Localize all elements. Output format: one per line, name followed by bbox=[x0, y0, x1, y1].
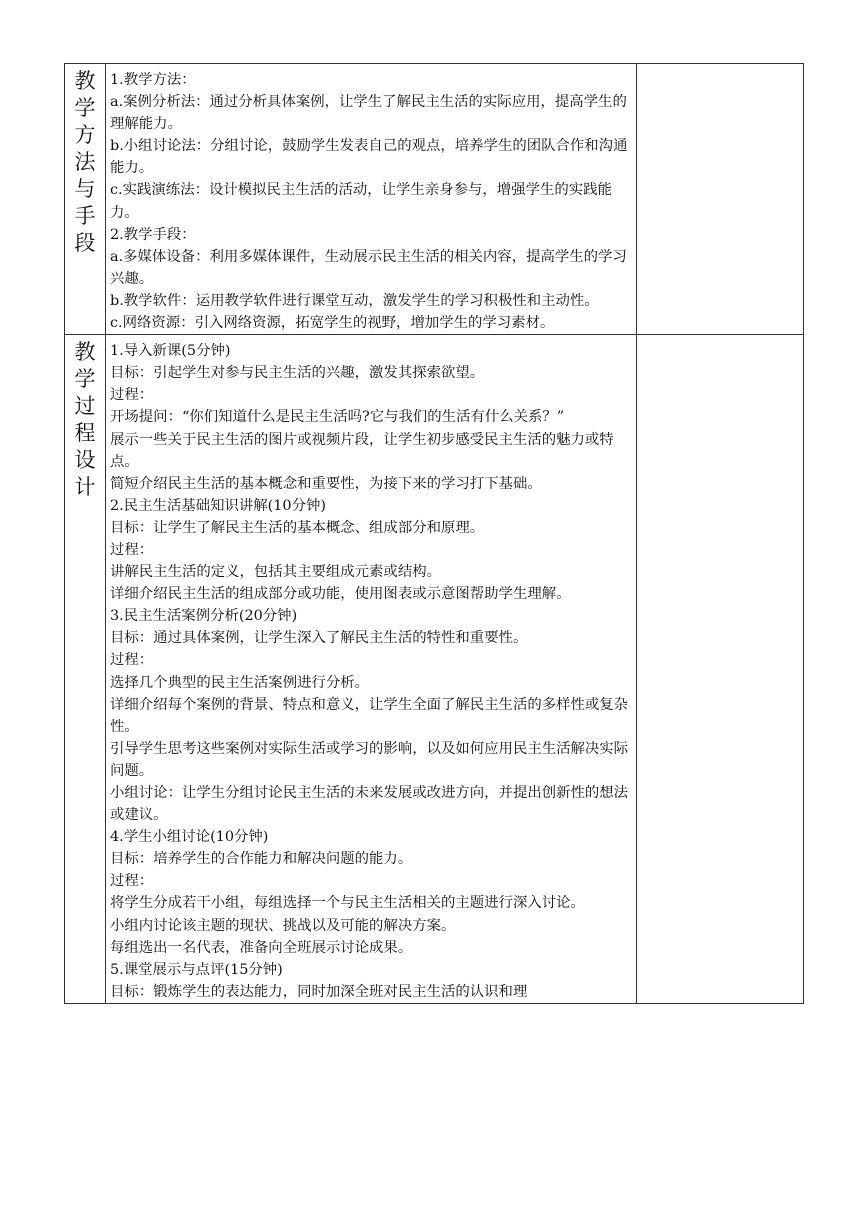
content-line: 引导学生思考这些案例对实际生活或学习的影响，以及如何应用民主生活解决实际问题。 bbox=[110, 740, 629, 779]
content-line: 过程： bbox=[110, 873, 154, 890]
row-content-cell bbox=[106, 64, 637, 335]
label-char: 教 bbox=[74, 69, 96, 93]
content-line: 2.教学手段： bbox=[110, 226, 196, 243]
empty-note-cell bbox=[637, 335, 804, 1004]
content-line: a.多媒体设备：利用多媒体课件，生动展示民主生活的相关内容，提高学生的学习兴趣。 bbox=[110, 248, 627, 287]
content-line: 4.学生小组讨论(10分钟) bbox=[110, 829, 269, 846]
table-row-methods bbox=[65, 64, 804, 335]
content-line: 展示一些关于民主生活的图片或视频片段，让学生初步感受民主生活的魅力或特点。 bbox=[110, 431, 614, 470]
content-line: 讲解民主生活的定义，包括其主要组成元素或结构。 bbox=[110, 564, 441, 581]
content-line: 1.导入新课(5分钟) bbox=[110, 343, 231, 360]
label-char: 过 bbox=[74, 394, 96, 419]
content-line: 详细介绍民主生活的组成部分或功能，使用图表或示意图帮助学生理解。 bbox=[110, 586, 571, 603]
label-char: 方 bbox=[74, 123, 96, 147]
content-line: 1.教学方法： bbox=[110, 72, 196, 88]
content-line: 详细介绍每个案例的背景、特点和意义，让学生全面了解民主生活的多样性或复杂性。 bbox=[110, 696, 629, 735]
content-line: 过程： bbox=[110, 541, 154, 558]
content-line: 过程： bbox=[110, 652, 154, 669]
lesson-plan-table bbox=[64, 63, 804, 1004]
content-line: 2.民主生活基础知识讲解(10分钟) bbox=[110, 497, 326, 514]
content-line: 将学生分成若干小组，每组选择一个与民主生活相关的主题进行深入讨论。 bbox=[110, 895, 585, 912]
content-line: 目标：引起学生对参与民主生活的兴趣，激发其探索欲望。 bbox=[110, 365, 485, 382]
row-label-cell bbox=[65, 64, 106, 335]
teaching-process-content bbox=[106, 335, 636, 1003]
row-label-cell bbox=[65, 335, 106, 1004]
content-line: 5.课堂展示与点评(15分钟) bbox=[110, 961, 283, 978]
content-line: 目标：锻炼学生的表达能力，同时加深全班对民主生活的认识和理 bbox=[110, 983, 528, 1000]
label-char: 程 bbox=[74, 421, 96, 446]
label-char: 设 bbox=[74, 448, 96, 473]
label-char: 与 bbox=[74, 177, 96, 201]
row-content-cell bbox=[106, 335, 637, 1004]
content-line: 选择几个典型的民主生活案例进行分析。 bbox=[110, 674, 370, 691]
content-line: 目标：让学生了解民主生活的基本概念、组成部分和原理。 bbox=[110, 519, 485, 536]
content-line: a.案例分析法：通过分析具体案例，让学生了解民主生活的实际应用，提高学生的理解能力。 bbox=[110, 94, 627, 133]
teaching-methods-content bbox=[106, 64, 636, 334]
table-row-process bbox=[65, 335, 804, 1004]
content-line: 小组内讨论该主题的现状、挑战以及可能的解决方案。 bbox=[110, 917, 456, 934]
content-line: b.教学软件：运用教学软件进行课堂互动，激发学生的学习积极性和主动性。 bbox=[110, 292, 599, 309]
label-char: 段 bbox=[74, 231, 96, 255]
label-char: 法 bbox=[74, 150, 96, 174]
content-line: c.网络资源：引入网络资源，拓宽学生的视野，增加学生的学习素材。 bbox=[110, 315, 555, 332]
label-char: 学 bbox=[74, 96, 96, 120]
content-line: b.小组讨论法：分组讨论，鼓励学生发表自己的观点，培养学生的团队合作和沟通能力。 bbox=[110, 138, 628, 177]
content-line: 3.民主生活案例分析(20分钟) bbox=[110, 608, 298, 625]
content-line: 开场提问：“你们知道什么是民主生活吗?它与我们的生活有什么关系？” bbox=[110, 409, 565, 426]
label-char: 计 bbox=[74, 475, 96, 500]
empty-note-cell bbox=[637, 64, 804, 335]
content-line: 小组讨论：让学生分组讨论民主生活的未来发展或改进方向，并提出创新性的想法或建议。 bbox=[110, 785, 629, 824]
content-line: c.实践演练法：设计模拟民主生活的活动，让学生亲身参与，增强学生的实践能力。 bbox=[110, 182, 612, 221]
row-label-process bbox=[65, 335, 105, 501]
content-line: 每组选出一名代表，准备向全班展示讨论成果。 bbox=[110, 939, 413, 956]
content-line: 目标：培养学生的合作能力和解决问题的能力。 bbox=[110, 851, 413, 868]
content-line: 目标：通过具体案例，让学生深入了解民主生活的特性和重要性。 bbox=[110, 630, 528, 647]
content-line: 简短介绍民主生活的基本概念和重要性，为接下来的学习打下基础。 bbox=[110, 475, 542, 492]
label-char: 学 bbox=[74, 367, 96, 392]
label-char: 手 bbox=[74, 204, 96, 228]
row-label-methods bbox=[65, 64, 105, 257]
label-char: 教 bbox=[74, 340, 96, 365]
content-line: 过程： bbox=[110, 387, 154, 404]
